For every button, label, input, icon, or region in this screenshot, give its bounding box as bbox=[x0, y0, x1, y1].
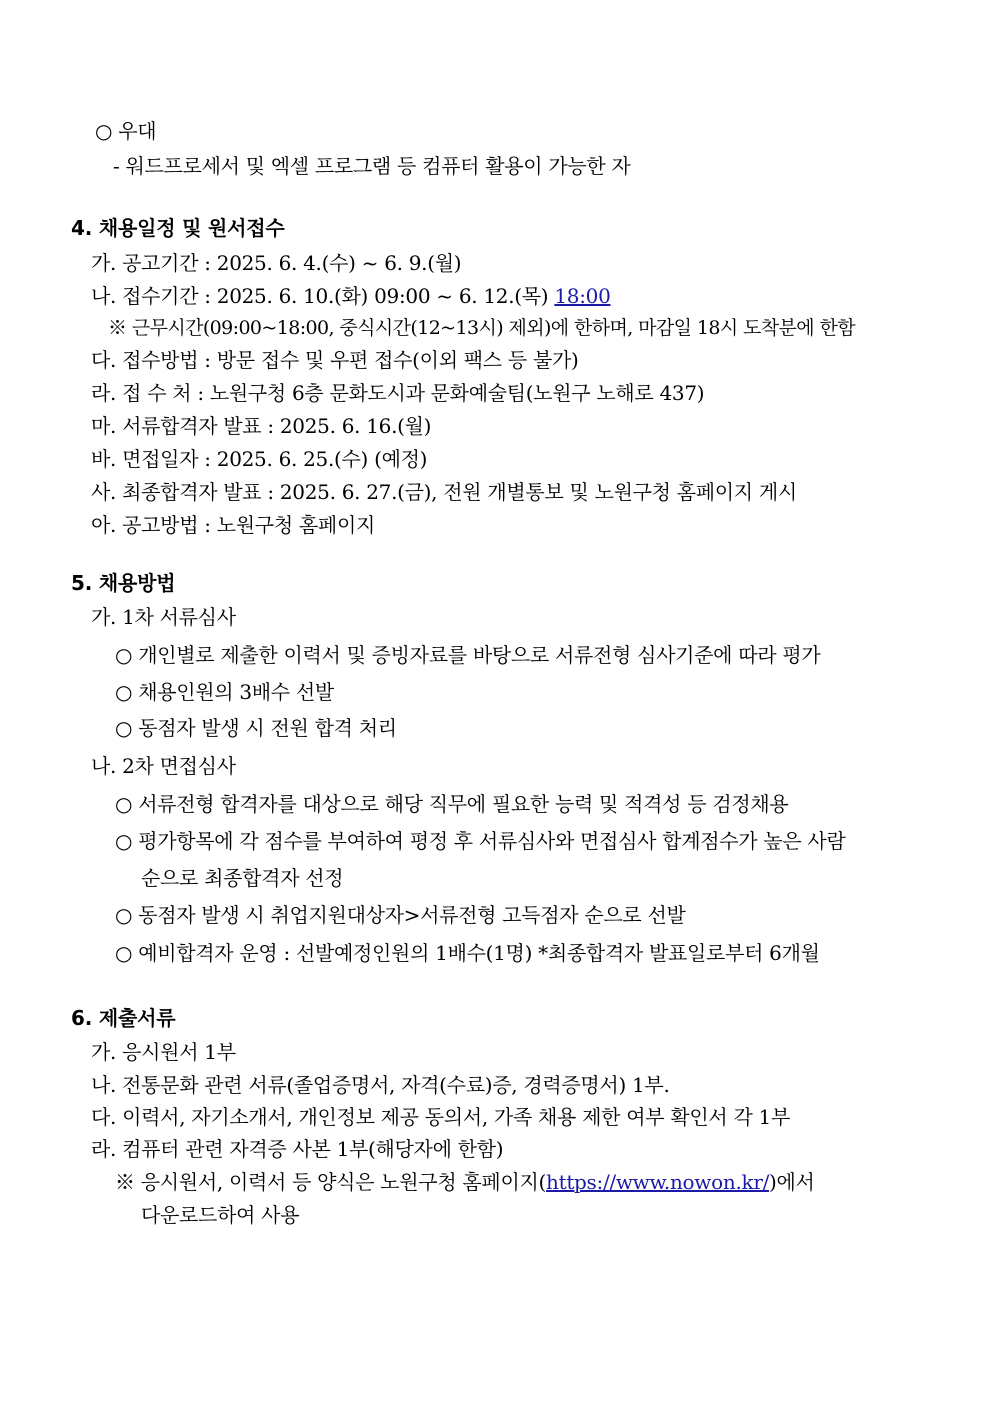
application-period-text: 나. 접수기간 : 2025. 6. 10.(화) 09:00 ~ 6. 12.(목) bbox=[91, 284, 555, 308]
second-interview-item-3: ○ 동점자 발생 시 취업지원대상자>서류전형 고득점자 순으로 선발 bbox=[115, 903, 686, 927]
document-computer-certificate: 라. 컴퓨터 관련 자격증 사본 1부(해당자에 한함) bbox=[91, 1137, 504, 1161]
first-screening-item-1: ○ 개인별로 제출한 이력서 및 증빙자료를 바탕으로 서류전형 심사기준에 따라 평가 bbox=[115, 643, 821, 667]
working-hours-note: ※ 근무시간(09:00~18:00, 중식시간(12~13시) 제외)에 한하며, 마감일 18시 도착분에 한함 bbox=[108, 317, 855, 339]
notice-period: 가. 공고기간 : 2025. 6. 4.(수) ~ 6. 9.(월) bbox=[91, 251, 462, 275]
announcement-method: 아. 공고방법 : 노원구청 홈페이지 bbox=[91, 513, 375, 537]
deadline-time-link[interactable]: 18:00 bbox=[554, 284, 611, 308]
nowon-homepage-link[interactable]: https://www.nowon.kr/ bbox=[546, 1170, 770, 1194]
first-screening-item-2: ○ 채용인원의 3배수 선발 bbox=[115, 680, 334, 704]
forms-note bbox=[115, 1169, 815, 1195]
second-interview-item-1: ○ 서류전형 합격자를 대상으로 해당 직무에 필요한 능력 및 적격성 등 검정채용 bbox=[115, 792, 789, 816]
first-screening-title: 가. 1차 서류심사 bbox=[91, 605, 236, 629]
application-period bbox=[91, 283, 611, 309]
second-interview-title: 나. 2차 면접심사 bbox=[91, 754, 236, 778]
second-interview-item-4: ○ 예비합격자 운영 : 선발예정인원의 1배수(1명) *최종합격자 발표일로부터 6개월 bbox=[115, 941, 820, 965]
second-interview-item-2: ○ 평가항목에 각 점수를 부여하여 평정 후 서류심사와 면접심사 합계점수가 높은 사람 bbox=[115, 829, 846, 853]
second-interview-item-2-cont: 순으로 최종합격자 선정 bbox=[141, 866, 344, 890]
application-place: 라. 접 수 처 : 노원구청 6층 문화도시과 문화예술팀(노원구 노해로 437) bbox=[91, 381, 705, 405]
document-application-form: 가. 응시원서 1부 bbox=[91, 1040, 236, 1064]
forms-note-cont: 다운로드하여 사용 bbox=[141, 1203, 300, 1227]
section-4-title: 4. 채용일정 및 원서접수 bbox=[71, 216, 285, 240]
section-5-title: 5. 채용방법 bbox=[71, 571, 176, 595]
document-resume-set: 다. 이력서, 자기소개서, 개인정보 제공 동의서, 가족 채용 제한 여부 확인서 각 1부 bbox=[91, 1105, 790, 1129]
document-traditional-culture: 나. 전통문화 관련 서류(졸업증명서, 자격(수료)증, 경력증명서) 1부. bbox=[91, 1073, 670, 1097]
forms-note-text: ※ 응시원서, 이력서 등 양식은 노원구청 홈페이지( bbox=[115, 1170, 546, 1194]
preferred-item: - 워드프로세서 및 엑셀 프로그램 등 컴퓨터 활용이 가능한 자 bbox=[113, 154, 631, 178]
final-pass-announcement: 사. 최종합격자 발표 : 2025. 6. 27.(금), 전원 개별통보 및 노원구청 홈페이지 게시 bbox=[91, 480, 797, 504]
application-method: 다. 접수방법 : 방문 접수 및 우편 접수(이외 팩스 등 불가) bbox=[91, 348, 579, 372]
forms-note-text-end: )에서 bbox=[769, 1170, 815, 1194]
preferred-heading: ○ 우대 bbox=[95, 119, 157, 143]
first-screening-item-3: ○ 동점자 발생 시 전원 합격 처리 bbox=[115, 716, 397, 740]
interview-date: 바. 면접일자 : 2025. 6. 25.(수) (예정) bbox=[91, 447, 428, 471]
section-6-title: 6. 제출서류 bbox=[71, 1006, 176, 1030]
document-pass-announcement: 마. 서류합격자 발표 : 2025. 6. 16.(월) bbox=[91, 414, 432, 438]
